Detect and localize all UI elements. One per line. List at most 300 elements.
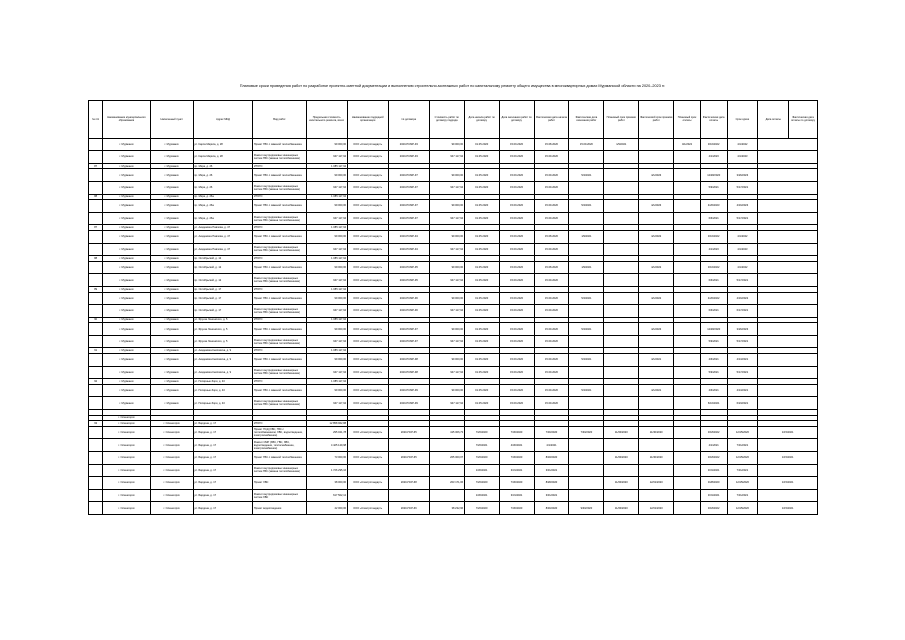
cell-d5: 11/30/2020 [604, 477, 639, 490]
table-row [89, 292, 818, 305]
cell-work: Ремонт внутридомовых инженерных систем ГВС (замена теплообменника) [253, 397, 306, 410]
cell-work: Проект ГВС с заменой теплообменника [253, 384, 306, 397]
cell-d10 [758, 274, 818, 287]
cell-mo: г. Мурманск [103, 256, 150, 262]
cell-work: ИТОГО [253, 225, 306, 231]
cell-mo: г. Мурманск [103, 169, 150, 182]
cell-d5: 11/30/2020 [604, 426, 639, 439]
table-row [89, 212, 818, 225]
cell-d7 [674, 335, 701, 348]
table-row [89, 200, 818, 213]
cell-np: г. Мурманск [150, 230, 193, 243]
cell-n: 88 [89, 256, 103, 262]
cell-d4 [569, 452, 604, 465]
column-header: Фактическая дата оплаты по договору [789, 101, 818, 139]
cell-d9: 4/13/2021 [727, 354, 758, 367]
cell-d9: 4/1/2022 [727, 261, 758, 274]
cell-cost: 99 000,00 [306, 292, 347, 305]
cell-work: Ремонт внутридомовых инженерных систем ГВС (замена теплообменника) [253, 151, 306, 164]
cell-work: Проект водоотведения [253, 502, 306, 515]
cell-mo: г. Оленегорск [103, 452, 150, 465]
cell-n [89, 200, 103, 213]
cell-sum: 947 117,94 [429, 366, 464, 379]
cell-mo: г. Оленегорск [103, 421, 150, 427]
cell-org: ООО «Спектрстандарт» [347, 477, 388, 490]
cell-d1: 01.05.2020 [464, 384, 499, 397]
cell-cost: 947 117,94 [306, 181, 347, 194]
cell-addr: ул. Бардина, д. 17 [193, 477, 253, 490]
cell-d3: 8/30/2020 [534, 502, 569, 515]
cell-addr: пр. Мира, д. 26 [193, 163, 253, 169]
cell-sum: 203 171,06 [429, 477, 464, 490]
cell-np: г. Мурманск [150, 274, 193, 287]
cell-work: Ремонт внутридомовых инженерных систем ГВС (замена теплообменника) [253, 305, 306, 318]
cell-d1: 01.05.2020 [464, 181, 499, 194]
cell-cost: 947 117,94 [306, 274, 347, 287]
cell-d9: 7/31/2021 [727, 439, 758, 452]
cell-d2: 7/30/2020 [499, 502, 534, 515]
cell-dog: 2020-ПСМР-96 [388, 305, 429, 318]
column-header: Дата начала работ по договору [464, 101, 499, 139]
cell-dog: 2020-ПСМР-97 [388, 323, 429, 336]
cell-d6 [639, 212, 674, 225]
cell-d2: 15.09.2020 [499, 212, 534, 225]
cell-d7 [674, 489, 701, 502]
cell-np: г. Мурманск [150, 243, 193, 256]
cell-n [89, 169, 103, 182]
cell-sum: 38 232,96 [429, 502, 464, 515]
cell-d10 [758, 169, 818, 182]
cell-dog: 2020-ПСМР-94 [388, 230, 429, 243]
column-header: Вид работ [253, 101, 306, 139]
table-row [89, 230, 818, 243]
cell-d5 [604, 151, 639, 164]
cell-work: Ремонт внутридомовых инженерных систем ГВС (замена теплообменника) [253, 181, 306, 194]
cell-cost: 617 502,12 [306, 489, 347, 502]
cell-d4 [569, 477, 604, 490]
cell-d1: 1/30/2021 [464, 489, 499, 502]
cell-n [89, 384, 103, 397]
cell-d3: 15.09.2020 [534, 354, 569, 367]
cell-dog [388, 464, 429, 477]
cell-d6 [639, 274, 674, 287]
table-row [89, 151, 818, 164]
cell-d8: 4/26/2022 [700, 292, 727, 305]
cell-d2: 3/31/2021 [499, 464, 534, 477]
cell-d4: 15.09.2020 [569, 138, 604, 151]
cell-d1: 01.05.2020 [464, 323, 499, 336]
cell-d1: 01.05.2020 [464, 151, 499, 164]
cell-d4: 1/9/2021 [569, 261, 604, 274]
cell-mo: г. Мурманск [103, 335, 150, 348]
cell-mo: г. Мурманск [103, 261, 150, 274]
cell-d7 [674, 169, 701, 182]
cell-d9: 12/15/2020 [727, 426, 758, 439]
cell-d4 [569, 464, 604, 477]
cell-sum: 99 000,00 [429, 200, 464, 213]
repair-schedule-table [88, 100, 818, 515]
cell-work: Ремонт внутридомовых инженерных систем ГВС (замена теплообменника) [253, 335, 306, 348]
table-row [89, 305, 818, 318]
cell-dog: 2020-ПСМР-99 [388, 397, 429, 410]
cell-d2: 7/30/2020 [499, 477, 534, 490]
cell-dog: 2020-ПСМР-96 [388, 292, 429, 305]
cell-org: ООО «Спектрстандарт» [347, 261, 388, 274]
cell-d5 [604, 464, 639, 477]
cell-mo: г. Мурманск [103, 181, 150, 194]
cell-np: г. Мурманск [150, 379, 193, 385]
cell-work: Ремонт внутридомовых инженерных систем ГВС (замена теплообменника) [253, 212, 306, 225]
cell-d4: 1/9/2021 [569, 230, 604, 243]
cell-work: Проект ГВС с заменой теплообменника [253, 200, 306, 213]
column-header: № договора [388, 101, 429, 139]
cell-n [89, 464, 103, 477]
column-header: Фактический срок приемки работ [639, 101, 674, 139]
cell-dog: 2020-ПСМР-95 [388, 274, 429, 287]
cell-n [89, 151, 103, 164]
cell-np: г. Оленегорск [150, 477, 193, 490]
cell-d3: 3/31/2021 [534, 489, 569, 502]
cell-n [89, 489, 103, 502]
cell-d10 [758, 397, 818, 410]
cell-cost: 947 117,94 [306, 212, 347, 225]
cell-d10 [758, 212, 818, 225]
cell-n [89, 439, 103, 452]
cell-cost: 99 000,00 [306, 200, 347, 213]
cell-d3: 8/28/2020 [534, 477, 569, 490]
cell-d5 [604, 261, 639, 274]
table-row [89, 181, 818, 194]
table-row [89, 323, 818, 336]
cell-dog: 2020-ПСР-65 [388, 426, 429, 439]
table-body [89, 138, 818, 514]
cell-d7 [674, 200, 701, 213]
cell-sum: 947 117,94 [429, 305, 464, 318]
cell-dog: 2020-ПСМР-99 [388, 384, 429, 397]
cell-addr: ул. Академика Павлова, д. 47 [193, 225, 253, 231]
cell-np: г. Мурманск [150, 317, 193, 323]
cell-org: ООО «Спектрстандарт» [347, 200, 388, 213]
cell-sum: 99 000,00 [429, 169, 464, 182]
cell-d2: 15.09.2020 [499, 138, 534, 151]
cell-d6: 11/30/2020 [639, 426, 674, 439]
cell-work: Проект ГВС с заменой теплообменника [253, 230, 306, 243]
cell-d2: 15.09.2020 [499, 261, 534, 274]
cell-mo: г. Мурманск [103, 194, 150, 200]
cell-d1: 01.05.2020 [464, 230, 499, 243]
cell-np: г. Мурманск [150, 200, 193, 213]
cell-d8: 6/6/2021 [700, 274, 727, 287]
cell-d1: 01.05.2020 [464, 366, 499, 379]
cell-d9: 4/1/2022 [727, 230, 758, 243]
cell-org: ООО «Спектрстандарт» [347, 243, 388, 256]
cell-org: ООО «Спектрстандарт» [347, 452, 388, 465]
cell-d8: 3/16/2022 [700, 230, 727, 243]
cell-d2: 15.09.2020 [499, 305, 534, 318]
cell-d3: 15.09.2020 [534, 212, 569, 225]
cell-dog [388, 439, 429, 452]
cell-d4 [569, 212, 604, 225]
cell-n [89, 305, 103, 318]
cell-d3: 15.09.2020 [534, 200, 569, 213]
cell-d10: 1/15/2021 [758, 477, 818, 490]
cell-d5 [604, 366, 639, 379]
cell-mo: г. Мурманск [103, 163, 150, 169]
cell-n [89, 292, 103, 305]
cell-org [347, 439, 388, 452]
cell-cost: 42 000,00 [306, 502, 347, 515]
table-row [89, 477, 818, 490]
cell-d7 [674, 274, 701, 287]
cell-mo: г. Оленегорск [103, 489, 150, 502]
cell-d5 [604, 305, 639, 318]
cell-d10: 1/15/2021 [758, 452, 818, 465]
cell-d3: 15.09.2020 [534, 384, 569, 397]
cell-d3: 15.09.2020 [534, 243, 569, 256]
cell-d1: 01.05.2020 [464, 292, 499, 305]
cell-d5 [604, 274, 639, 287]
cell-d7 [674, 181, 701, 194]
cell-d7 [674, 323, 701, 336]
cell-d3: 15.09.2020 [534, 151, 569, 164]
cell-n [89, 397, 103, 410]
cell-addr: ул. Академика Книповича, д. 9 [193, 348, 253, 354]
cell-d10 [758, 354, 818, 367]
cell-dog [388, 489, 429, 502]
cell-d2: 15.09.2020 [499, 292, 534, 305]
cell-d5 [604, 243, 639, 256]
cell-mo: г. Мурманск [103, 230, 150, 243]
cell-d10: 1/15/2021 [758, 426, 818, 439]
cell-addr: ул. Академика Павлова, д. 47 [193, 243, 253, 256]
cell-d1: 01.05.2020 [464, 261, 499, 274]
cell-d3: 15.09.2020 [534, 169, 569, 182]
cell-d10 [758, 200, 818, 213]
cell-np: г. Мурманск [150, 163, 193, 169]
table-row [89, 274, 818, 287]
cell-d4: 5/4/2021 [569, 384, 604, 397]
cell-org: ООО «Спектрстандарт» [347, 354, 388, 367]
cell-d8: 4/1/2023 [700, 151, 727, 164]
cell-np: г. Мурманск [150, 151, 193, 164]
cell-d3: 15.08.2020 [534, 261, 569, 274]
cell-d3: 15.09.2020 [534, 305, 569, 318]
cell-org: ООО «Спектрстандарт» [347, 138, 388, 151]
cell-cost: 947 117,94 [306, 243, 347, 256]
cell-d9: 12/15/2020 [727, 452, 758, 465]
cell-d9: 5/17/2021 [727, 335, 758, 348]
cell-addr: ул. Полярные Зори, д. 43 [193, 384, 253, 397]
cell-n [89, 212, 103, 225]
cell-addr: ул. Полярные Зори, д. 43 [193, 379, 253, 385]
cell-addr: ул. Бардина, д. 17 [193, 502, 253, 515]
cell-d5 [604, 489, 639, 502]
cell-work: Проект ПСД (ХВС, ГВС с теплообменником, ХВС, водоотведение, электроснабжение) [253, 426, 306, 439]
cell-d6 [639, 439, 674, 452]
cell-d9: 6/23/2021 [727, 397, 758, 410]
cell-d10 [758, 366, 818, 379]
table-row [89, 354, 818, 367]
cell-d7 [674, 439, 701, 452]
cell-d10 [758, 323, 818, 336]
cell-dog: 2020-ПСМР-97 [388, 200, 429, 213]
column-header: Фактическая дата окончания работ [569, 101, 604, 139]
cell-d3: 15.08.2020 [534, 138, 569, 151]
cell-org: ООО «Спектрстандарт» [347, 212, 388, 225]
cell-d9: 12/15/2020 [727, 502, 758, 515]
cell-d7 [674, 305, 701, 318]
cell-cost: 99 000,00 [306, 261, 347, 274]
cell-work: ИТОГО [253, 286, 306, 292]
cell-dog: 2020-ПСР-66 [388, 502, 429, 515]
cell-d1: 01.05.2020 [464, 397, 499, 410]
cell-d8: 6/6/2021 [700, 212, 727, 225]
cell-n [89, 354, 103, 367]
cell-d5 [604, 384, 639, 397]
cell-work: ИТОГО [253, 379, 306, 385]
cell-d10 [758, 230, 818, 243]
cell-d1: 7/20/2020 [464, 426, 499, 439]
cell-addr: ул. Бардина, д. 17 [193, 452, 253, 465]
cell-work: ИТОГО [253, 256, 306, 262]
cell-n: 87 [89, 225, 103, 231]
cell-d3: 15.08.2020 [534, 230, 569, 243]
cell-cost: 1 085 117,94 [306, 194, 347, 200]
cell-d3: 15.09.2020 [534, 335, 569, 348]
cell-d10 [758, 464, 818, 477]
cell-n [89, 335, 103, 348]
cell-addr: пр. Мира, д. 26 [193, 169, 253, 182]
cell-sum: 99 000,00 [429, 138, 464, 151]
cell-d4 [569, 151, 604, 164]
cell-cost: 4 425 129,98 [306, 439, 347, 452]
cell-n [89, 138, 103, 151]
cell-d1: 7/20/2020 [464, 502, 499, 515]
cell-d2: 15.09.2020 [499, 274, 534, 287]
cell-mo: г. Мурманск [103, 317, 150, 323]
cell-d7 [674, 230, 701, 243]
cell-addr: ул. Фрунзе Ленинского, д. 5 [193, 317, 253, 323]
cell-d9: 5/17/2021 [727, 181, 758, 194]
cell-sum: 947 117,94 [429, 212, 464, 225]
cell-d9: 4/1/2023 [727, 243, 758, 256]
cell-d1: 1/30/2021 [464, 464, 499, 477]
cell-d3: 3/31/2021 [534, 464, 569, 477]
cell-mo: г. Мурманск [103, 212, 150, 225]
table-row [89, 397, 818, 410]
cell-dog: 2020-ПСМР-98 [388, 354, 429, 367]
cell-work: Проект ГВС с заменой теплообменника [253, 323, 306, 336]
cell-d6 [639, 305, 674, 318]
cell-d8: 3/18/2022 [700, 426, 727, 439]
table-row [89, 489, 818, 502]
cell-n [89, 323, 103, 336]
cell-d8: 5/9/2021 [700, 366, 727, 379]
column-header: Наименование подрядной организации [347, 101, 388, 139]
cell-d3: 4/1/2021 [534, 439, 569, 452]
cell-d7 [674, 261, 701, 274]
cell-d3: 7/30/2020 [534, 426, 569, 439]
cell-np: г. Мурманск [150, 366, 193, 379]
cell-n: 91 [89, 348, 103, 354]
cell-d2: 4/30/2021 [499, 439, 534, 452]
cell-mo: г. Оленегорск [103, 426, 150, 439]
cell-d7 [674, 354, 701, 367]
table-row [89, 138, 818, 151]
column-header: Дата оплаты [758, 101, 789, 139]
cell-d10 [758, 138, 818, 151]
cell-cost: 99 000,00 [306, 384, 347, 397]
cell-addr: пр. Мира, д. 26 [193, 181, 253, 194]
cell-org: ООО «Спектрстандарт» [347, 169, 388, 182]
cell-d6: 4/1/2022 [639, 292, 674, 305]
cell-dog: 2020-ПСР-68 [388, 477, 429, 490]
cell-d8: 3/16/2022 [700, 261, 727, 274]
cell-d1: 01.05.2020 [464, 169, 499, 182]
cell-dog: 2020-ПСМР-97 [388, 169, 429, 182]
cell-n [89, 181, 103, 194]
table-row [89, 366, 818, 379]
cell-d9: 3/26/2023 [727, 323, 758, 336]
cell-cost: 99 000,00 [306, 169, 347, 182]
cell-work: Проект ГВС с заменой теплообменника [253, 261, 306, 274]
column-header: Населенный пункт [150, 101, 193, 139]
cell-org: ООО «Спектрстандарт» [347, 426, 388, 439]
cell-d4: 5/4/2021 [569, 169, 604, 182]
cell-mo: г. Мурманск [103, 379, 150, 385]
cell-addr: ул. Бардина, д. 17 [193, 421, 253, 427]
cell-d5: 11/30/2020 [604, 502, 639, 515]
cell-np: г. Мурманск [150, 305, 193, 318]
cell-sum: 947 117,94 [429, 397, 464, 410]
cell-mo: г. Оленегорск [103, 415, 150, 421]
cell-d2: 7/30/2020 [499, 452, 534, 465]
cell-cost: 99 000,00 [306, 230, 347, 243]
cell-n [89, 274, 103, 287]
cell-d5 [604, 169, 639, 182]
cell-org: ООО «Спектрстандарт» [347, 305, 388, 318]
cell-d3: 15.09.2020 [534, 181, 569, 194]
cell-mo: г. Мурманск [103, 366, 150, 379]
cell-d10 [758, 292, 818, 305]
cell-d6: 4/1/2023 [639, 200, 674, 213]
cell-d7 [674, 452, 701, 465]
cell-np: г. Оленегорск [150, 489, 193, 502]
cell-mo: г. Оленегорск [103, 439, 150, 452]
cell-d4 [569, 305, 604, 318]
cell-d6: 4/1/2023 [639, 169, 674, 182]
cell-addr: ул. Карла Маркса, д. 28 [193, 151, 253, 164]
cell-n: 89 [89, 286, 103, 292]
cell-np: г. Оленегорск [150, 421, 193, 427]
cell-n: 90 [89, 317, 103, 323]
cell-addr: пр. Октябрьский, д. 12 [193, 256, 253, 262]
cell-np: г. Мурманск [150, 261, 193, 274]
cell-d8: 4/1/2021 [700, 439, 727, 452]
cell-d2: 15.09.2020 [499, 230, 534, 243]
cell-org: ООО «Спектрстандарт» [347, 292, 388, 305]
cell-d5: 11/30/2020 [604, 452, 639, 465]
cell-np: г. Мурманск [150, 397, 193, 410]
table-row [89, 502, 818, 515]
column-header: Фактическая дата оплаты [700, 101, 727, 139]
cell-d8: 4/26/2023 [700, 200, 727, 213]
cell-sum: 947 117,94 [429, 181, 464, 194]
cell-d9: 5/17/2021 [727, 212, 758, 225]
cell-d6: 4/1/2021 [639, 384, 674, 397]
cell-d7: 4/1/2022 [674, 138, 701, 151]
cell-d10 [758, 305, 818, 318]
